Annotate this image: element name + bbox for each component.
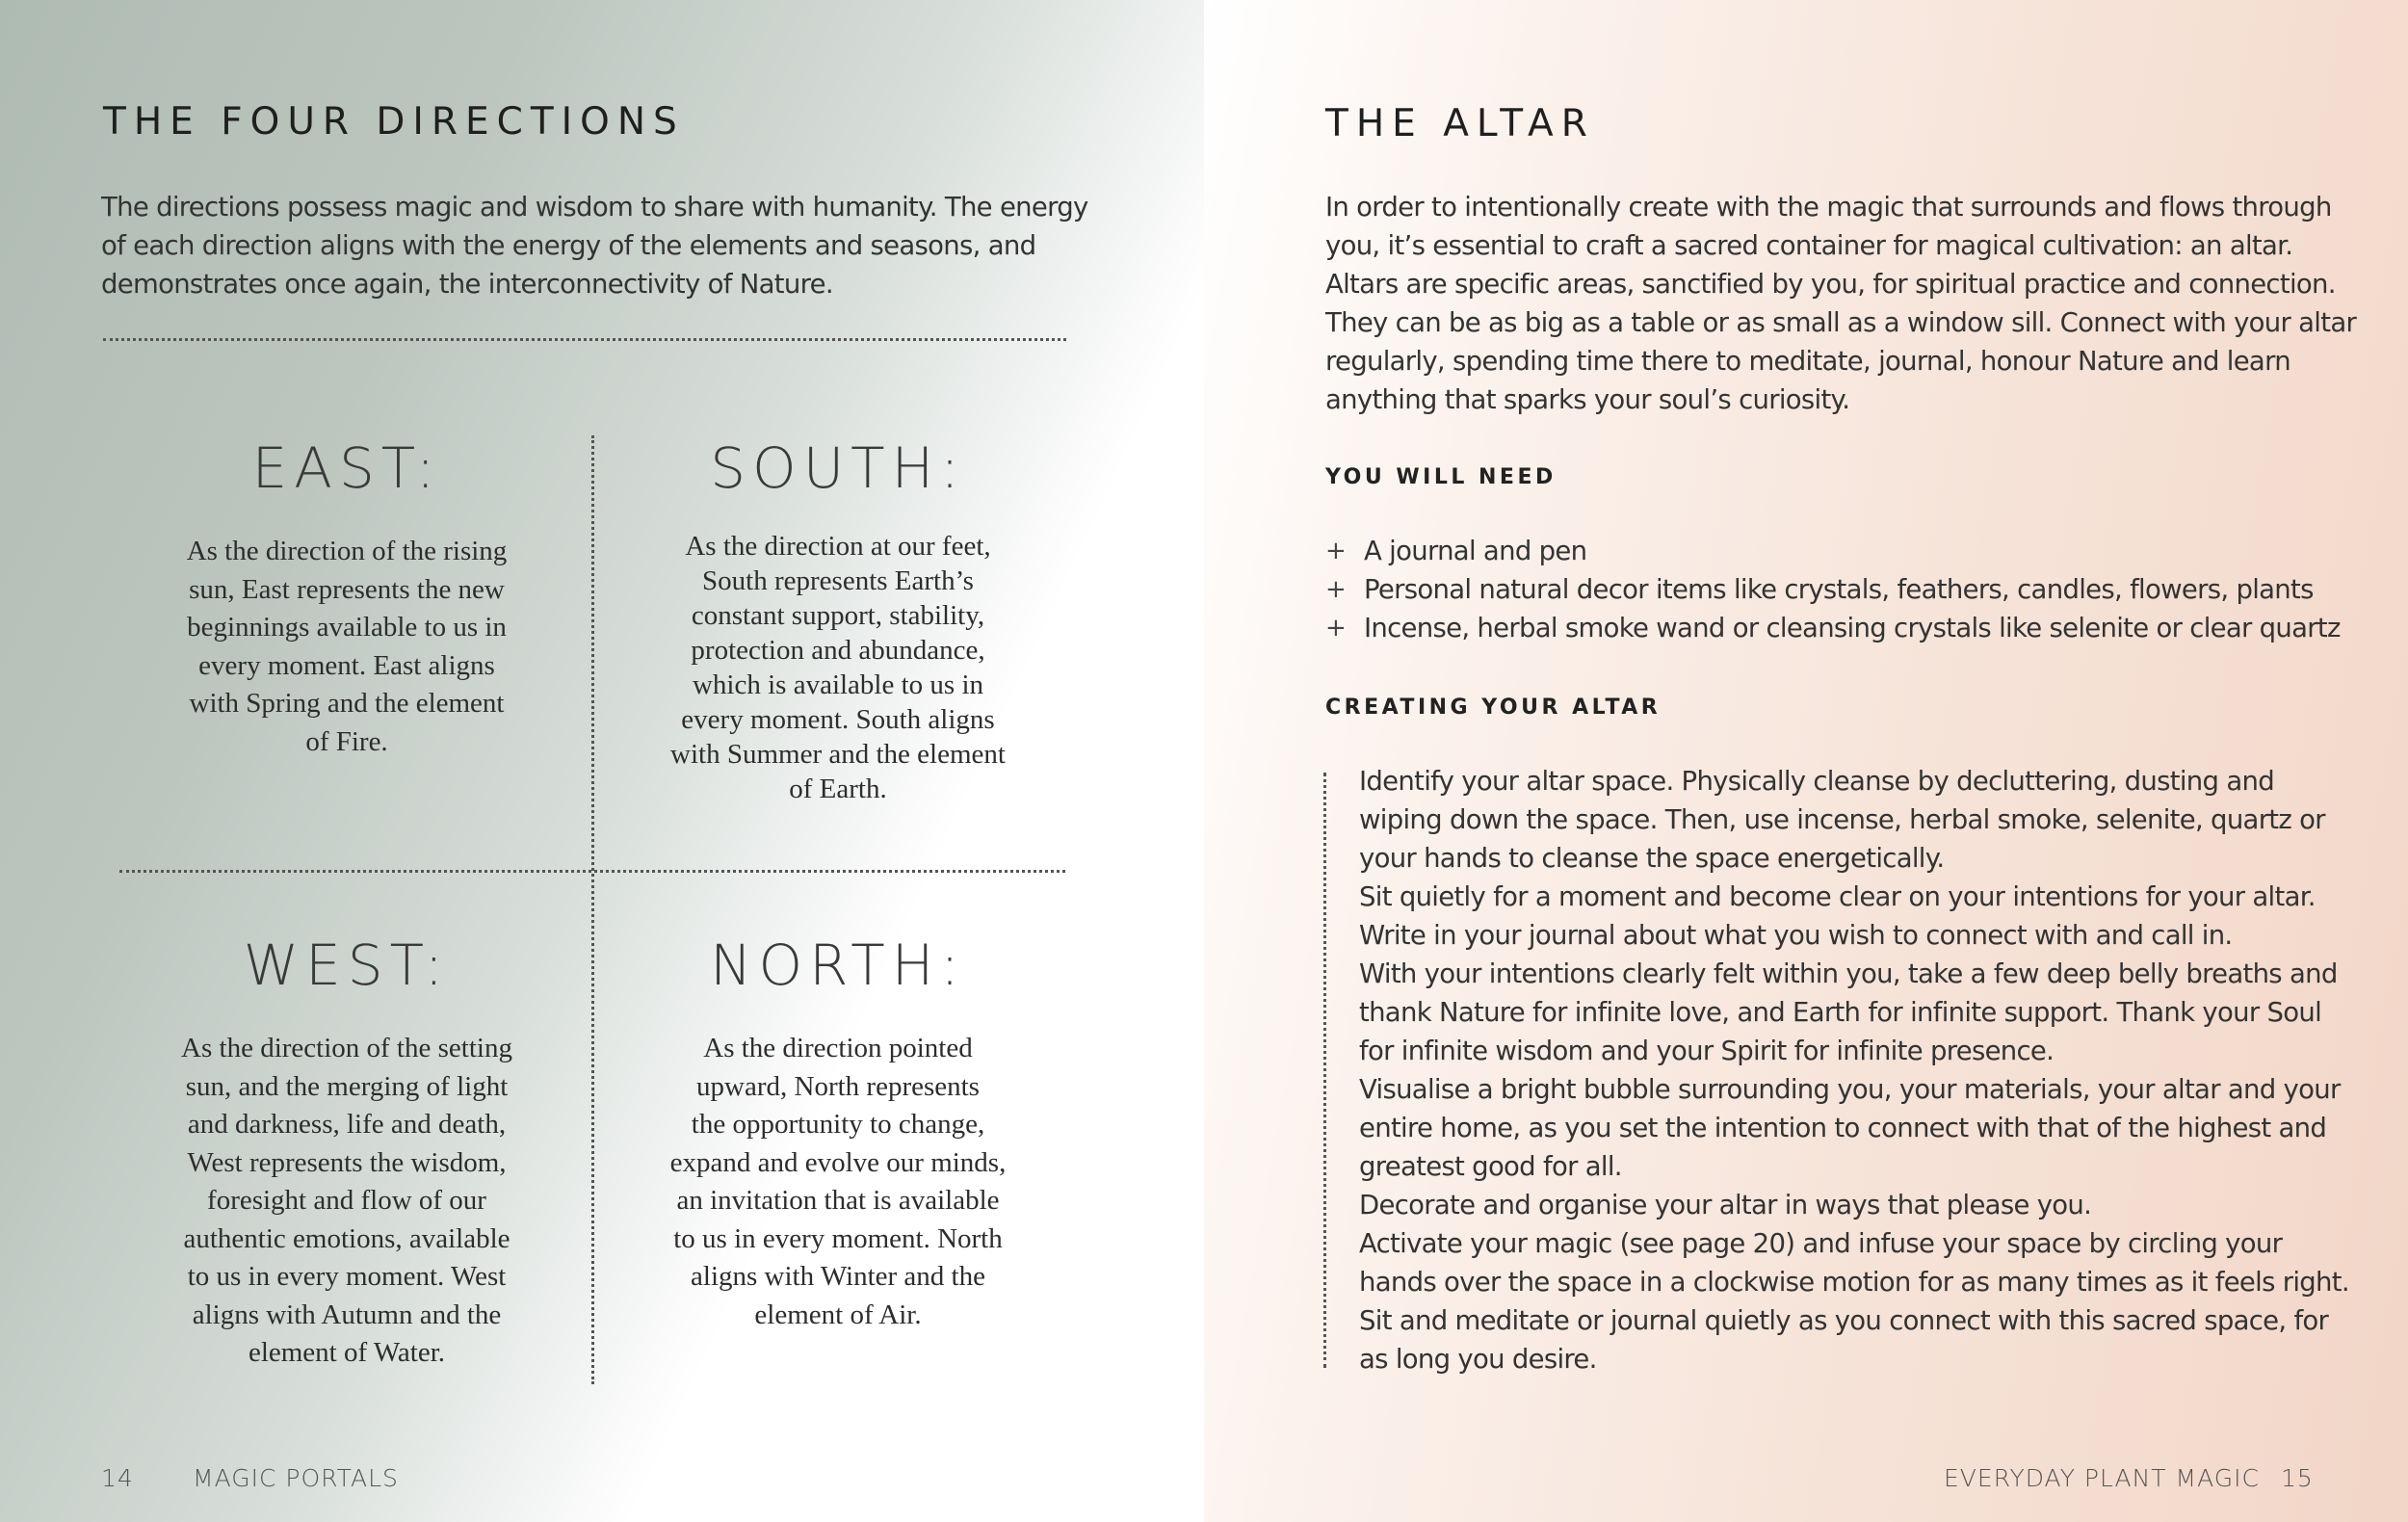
page-title: THE FOUR DIRECTIONS — [103, 100, 685, 144]
step-line: Sit and meditate or journal quietly as you connect with this sacred space, for — [1359, 1305, 2329, 1336]
intro-line: regularly, spending time there to meditate, journal, honour Nature and learn — [1325, 346, 2290, 377]
step-line: for infinite wisdom and your Spirit for infinite presence. — [1359, 1036, 2055, 1066]
text-line: of Fire. — [305, 725, 388, 757]
page-number: 14 — [101, 1464, 134, 1492]
step-line: as long you desire. — [1359, 1344, 1597, 1375]
text-line: As the direction at our feet, — [685, 531, 991, 562]
you-will-need-heading: YOU WILL NEED — [1325, 465, 1557, 489]
text-line: which is available to us in — [692, 669, 984, 700]
text-line: As the direction of the setting — [181, 1033, 512, 1063]
intro-line: demonstrates once again, the interconnectivity of Nature. — [101, 269, 833, 300]
text-line: to us in every moment. North — [673, 1222, 1003, 1254]
intro-line: Altars are specific areas, sanctified by you, for spiritual practice and connection. — [1325, 269, 2336, 300]
step-line: Sit quietly for a moment and become clear on your intentions for your altar. — [1359, 881, 2316, 912]
plus-icon: + — [1325, 537, 1347, 565]
text-line: foresight and flow of our — [207, 1185, 486, 1216]
dotted-divider — [103, 338, 1066, 341]
text-line: As the direction of the rising — [186, 536, 508, 566]
step-line: wiping down the space. Then, use incense, herbal smoke, selenite, quartz or — [1359, 804, 2325, 835]
south-description — [636, 529, 1040, 806]
text-line: the opportunity to change, — [691, 1109, 985, 1140]
text-line: with Summer and the element — [670, 739, 1006, 770]
text-line: expand and evolve our minds, — [669, 1146, 1007, 1178]
east-heading: EAST: — [251, 435, 442, 501]
list-item — [1325, 532, 2395, 570]
text-line: element of Water. — [248, 1337, 446, 1368]
step-line: Identify your altar space. Physically cleanse by decluttering, dusting and — [1359, 766, 2274, 797]
west-description — [144, 1030, 549, 1373]
list-item-text: A journal and pen — [1364, 536, 1587, 566]
text-line: beginnings available to us in — [187, 612, 507, 643]
step-line: Write in your journal about what you wish to connect with and call in. — [1359, 920, 2233, 951]
text-line: West represents the wisdom, — [187, 1146, 507, 1178]
north-heading: NORTH: — [710, 932, 966, 998]
intro-paragraph — [1325, 188, 2395, 419]
north-description — [636, 1030, 1040, 1334]
step-line: Decorate and organise your altar in ways that please you. — [1359, 1190, 2092, 1220]
step-line: With your intentions clearly felt within you, take a few deep belly breaths and — [1359, 958, 2338, 989]
steps-dotted-rule — [1323, 773, 1326, 1368]
text-line: every moment. South aligns — [681, 704, 995, 735]
text-line: an invitation that is available — [676, 1185, 1000, 1216]
intro-line: you, it’s essential to craft a sacred container for magical cultivation: an altar. — [1325, 230, 2293, 261]
list-item-text: Personal natural decor items like crystals, feathers, candles, flowers, plants — [1364, 574, 2314, 605]
list-item — [1325, 570, 2395, 609]
text-line: constant support, stability, — [691, 600, 985, 631]
text-line: South represents Earth’s — [702, 565, 974, 596]
intro-line: They can be as big as a table or as small as a window sill. Connect with your altar — [1325, 307, 2357, 338]
plus-icon: + — [1325, 614, 1347, 643]
step-line: entire home, as you set the intention to connect with that of the highest and — [1359, 1113, 2327, 1143]
running-head: MAGIC PORTALS — [193, 1464, 399, 1492]
plus-icon: + — [1325, 575, 1347, 604]
text-line: every moment. East aligns — [198, 649, 495, 681]
page-number: 15 — [2281, 1464, 2314, 1492]
page-title: THE ALTAR — [1325, 102, 1595, 145]
text-line: upward, North represents — [696, 1070, 980, 1102]
step-line: Visualise a bright bubble surrounding you, your materials, your altar and your — [1359, 1074, 2341, 1105]
running-head: EVERYDAY PLANT MAGIC — [1944, 1464, 2260, 1492]
intro-line: The directions possess magic and wisdom to share with humanity. The energy — [101, 192, 1088, 223]
list-item — [1325, 609, 2395, 647]
west-heading: WEST: — [243, 932, 451, 998]
east-description — [154, 533, 539, 761]
text-line: authentic emotions, available — [183, 1222, 510, 1254]
text-line: to us in every moment. West — [187, 1261, 507, 1292]
intro-line: anything that sparks your soul’s curiosity. — [1325, 384, 1850, 415]
intro-paragraph — [101, 188, 1122, 303]
creating-altar-steps — [1359, 762, 2399, 1378]
right-page — [1204, 0, 2408, 1522]
step-line: hands over the space in a clockwise motion for as many times as it feels right. — [1359, 1267, 2349, 1298]
text-line: aligns with Autumn and the — [192, 1299, 502, 1330]
intro-line: In order to intentionally create with the magic that surrounds and flows through — [1325, 192, 2332, 223]
text-line: aligns with Winter and the — [691, 1261, 985, 1292]
intro-line: of each direction aligns with the energy of the elements and seasons, and — [101, 230, 1036, 261]
step-line: your hands to cleanse the space energetically. — [1359, 843, 1945, 874]
south-heading: SOUTH: — [710, 435, 966, 501]
text-line: of Earth. — [789, 774, 887, 804]
text-line: sun, and the merging of light — [185, 1070, 509, 1102]
grid-horizontal-divider — [119, 870, 1065, 873]
text-line: element of Air. — [754, 1299, 922, 1330]
list-item-text: Incense, herbal smoke wand or cleansing crystals like selenite or clear quartz — [1364, 613, 2341, 643]
step-line: Activate your magic (see page 20) and infuse your space by circling your — [1359, 1228, 2283, 1259]
text-line: As the direction pointed — [703, 1033, 973, 1063]
grid-vertical-divider — [591, 435, 594, 1384]
text-line: sun, East represents the new — [189, 573, 505, 605]
text-line: and darkness, life and death, — [187, 1109, 507, 1140]
you-will-need-list — [1325, 532, 2395, 647]
creating-altar-heading: CREATING YOUR ALTAR — [1325, 695, 1662, 720]
step-line: thank Nature for infinite love, and Earth for infinite support. Thank your Soul — [1359, 997, 2322, 1028]
text-line: protection and abundance, — [691, 635, 985, 666]
step-line: greatest good for all. — [1359, 1151, 1622, 1182]
text-line: with Spring and the element — [189, 688, 505, 719]
